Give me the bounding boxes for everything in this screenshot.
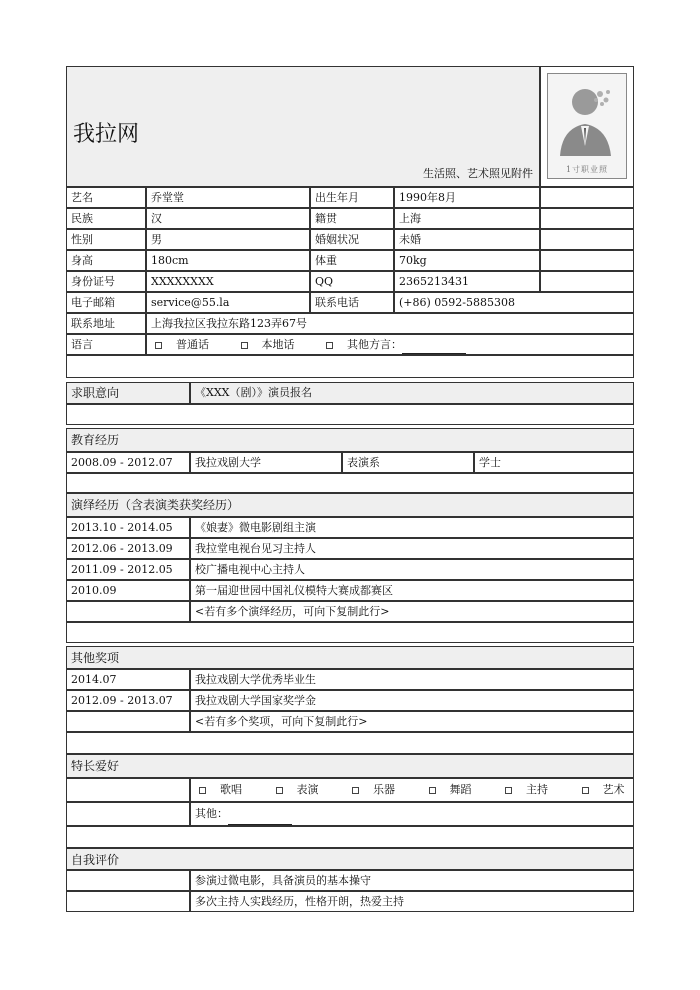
award-row [66, 711, 634, 732]
photo-side-cell [540, 229, 634, 250]
self-eval-line: 多次主持人实践经历，性格开朗，热爱主持 [190, 891, 634, 912]
performance-row [66, 601, 634, 622]
basic-value: 汉 [146, 208, 310, 229]
language-option: 普通话 [176, 338, 209, 351]
intent-value: 《XXX（剧）》演员报名 [190, 382, 634, 404]
hobbies-other-row [66, 802, 634, 826]
spacer-row [66, 826, 634, 848]
hobby-other-label: 其他： [195, 807, 228, 820]
education-title-row [66, 428, 634, 452]
performance-row [66, 580, 634, 601]
basic-info-row [66, 292, 634, 313]
photo-placeholder [547, 73, 627, 179]
award-row-date: 2012.09 - 2013.07 [66, 690, 190, 711]
award-row-text: <若有多个奖项，可向下复制此行> [190, 711, 634, 732]
education-school: 我拉戏剧大学 [190, 452, 342, 473]
award-row-text: 我拉戏剧大学国家奖学金 [190, 690, 634, 711]
basic-label: QQ [310, 271, 394, 292]
basic-label: 身份证号 [66, 271, 146, 292]
education-row [66, 452, 634, 473]
performance-title: 演绎经历（含表演类获奖经历） [66, 493, 634, 517]
photo-side-cell [540, 250, 634, 271]
performance-row [66, 559, 634, 580]
performance-row [66, 517, 634, 538]
award-row [66, 669, 634, 690]
basic-value: service@55.la [146, 292, 310, 313]
education-major: 表演系 [342, 452, 474, 473]
hobby-options [190, 778, 634, 802]
performance-row-date: 2010.09 [66, 580, 190, 601]
address-row [66, 313, 634, 334]
basic-label: 婚姻状况 [310, 229, 394, 250]
basic-label: 艺名 [66, 187, 146, 208]
education-date: 2008.09 - 2012.07 [66, 452, 190, 473]
photo-side-cell [540, 187, 634, 208]
hobby-option: 表演 [296, 783, 319, 796]
self-eval-row [66, 891, 634, 912]
basic-info-row [66, 229, 634, 250]
self-eval-title-row [66, 848, 634, 870]
title-area [66, 66, 540, 187]
basic-value: (+86) 0592-5885308 [394, 292, 634, 313]
hobby-other [190, 802, 634, 826]
address-label: 联系地址 [66, 313, 146, 334]
basic-label: 电子邮箱 [66, 292, 146, 313]
hobbies-options-row [66, 778, 634, 802]
hobbies-title: 特长爱好 [66, 754, 634, 778]
intent-label: 求职意向 [66, 382, 190, 404]
language-option: 本地话 [261, 338, 295, 351]
basic-info-row [66, 187, 634, 208]
photo-side-cell [540, 208, 634, 229]
checkbox-icon[interactable] [352, 787, 359, 794]
site-title: 我拉网 [73, 122, 140, 147]
basic-label: 出生年月 [310, 187, 394, 208]
checkbox-icon[interactable] [429, 787, 436, 794]
performance-row-date: 2011.09 - 2012.05 [66, 559, 190, 580]
checkbox-icon[interactable] [199, 787, 206, 794]
performance-row-text: 第一届迎世园中国礼仪模特大赛成都赛区 [190, 580, 634, 601]
checkbox-icon[interactable] [276, 787, 283, 794]
hobby-option: 舞蹈 [449, 783, 472, 796]
performance-row-text: 我拉堂电视台见习主持人 [190, 538, 634, 559]
basic-info-row [66, 271, 634, 292]
checkbox-icon[interactable] [582, 787, 589, 794]
award-row-date: 2014.07 [66, 669, 190, 690]
basic-value: 2365213431 [394, 271, 540, 292]
spacer-row [66, 622, 634, 643]
basic-value: 180cm [146, 250, 310, 271]
hobby-option: 歌唱 [220, 783, 242, 796]
basic-label: 联系电话 [310, 292, 394, 313]
hobby-option: 乐器 [373, 783, 395, 796]
checkbox-icon[interactable] [155, 342, 162, 349]
photo-note: 生活照、艺术照见附件 [423, 167, 533, 180]
checkbox-icon[interactable] [505, 787, 512, 794]
award-row-date [66, 711, 190, 732]
language-label: 语言 [66, 334, 146, 355]
spacer-row [66, 473, 634, 493]
spacer-row [66, 732, 634, 754]
performance-title-row [66, 493, 634, 517]
education-title: 教育经历 [66, 428, 634, 452]
basic-value: 上海 [394, 208, 540, 229]
basic-value: 未婚 [394, 229, 540, 250]
basic-label: 籍贯 [310, 208, 394, 229]
basic-info-row [66, 208, 634, 229]
performance-row-text: <若有多个演绎经历，可向下复制此行> [190, 601, 634, 622]
language-row [66, 334, 634, 355]
blank-line[interactable] [402, 341, 466, 354]
checkbox-icon[interactable] [326, 342, 333, 349]
basic-label: 体重 [310, 250, 394, 271]
photo-box [540, 66, 634, 187]
blank-line[interactable] [228, 812, 292, 825]
awards-title-row [66, 646, 634, 669]
self-eval-line: 参演过微电影，具备演员的基本操守 [190, 870, 634, 891]
language-options [146, 334, 634, 355]
performance-row-date: 2012.06 - 2013.09 [66, 538, 190, 559]
award-row [66, 690, 634, 711]
education-degree: 学士 [474, 452, 634, 473]
basic-value: 70kg [394, 250, 540, 271]
hobbies-title-row [66, 754, 634, 778]
basic-label: 民族 [66, 208, 146, 229]
award-row-text: 我拉戏剧大学优秀毕业生 [190, 669, 634, 690]
intent-row [66, 382, 634, 404]
performance-row-text: 校广播电视中心主持人 [190, 559, 634, 580]
basic-value: 1990年8月 [394, 187, 540, 208]
spacer-row [66, 404, 634, 425]
performance-row-text: 《娘妻》微电影剧组主演 [190, 517, 634, 538]
basic-value: 男 [146, 229, 310, 250]
spacer-row [66, 355, 634, 378]
photo-caption: 1寸职业照 [565, 165, 609, 174]
performance-row-date [66, 601, 190, 622]
basic-value: XXXXXXXX [146, 271, 310, 292]
hobby-option: 主持 [526, 783, 548, 796]
basic-label: 身高 [66, 250, 146, 271]
checkbox-icon[interactable] [241, 342, 248, 349]
address-value: 上海我拉区我拉东路123弄67号 [146, 313, 634, 334]
language-option: 其他方言： [347, 338, 402, 351]
self-eval-title: 自我评价 [66, 848, 634, 870]
basic-info-row [66, 250, 634, 271]
performance-row-date: 2013.10 - 2014.05 [66, 517, 190, 538]
hobby-option: 艺术 [602, 783, 625, 796]
basic-label: 性别 [66, 229, 146, 250]
person-avatar-icon [548, 76, 626, 168]
awards-title: 其他奖项 [66, 646, 634, 669]
basic-value: 乔堂堂 [146, 187, 310, 208]
photo-side-cell [540, 271, 634, 292]
self-eval-row [66, 870, 634, 891]
performance-row [66, 538, 634, 559]
